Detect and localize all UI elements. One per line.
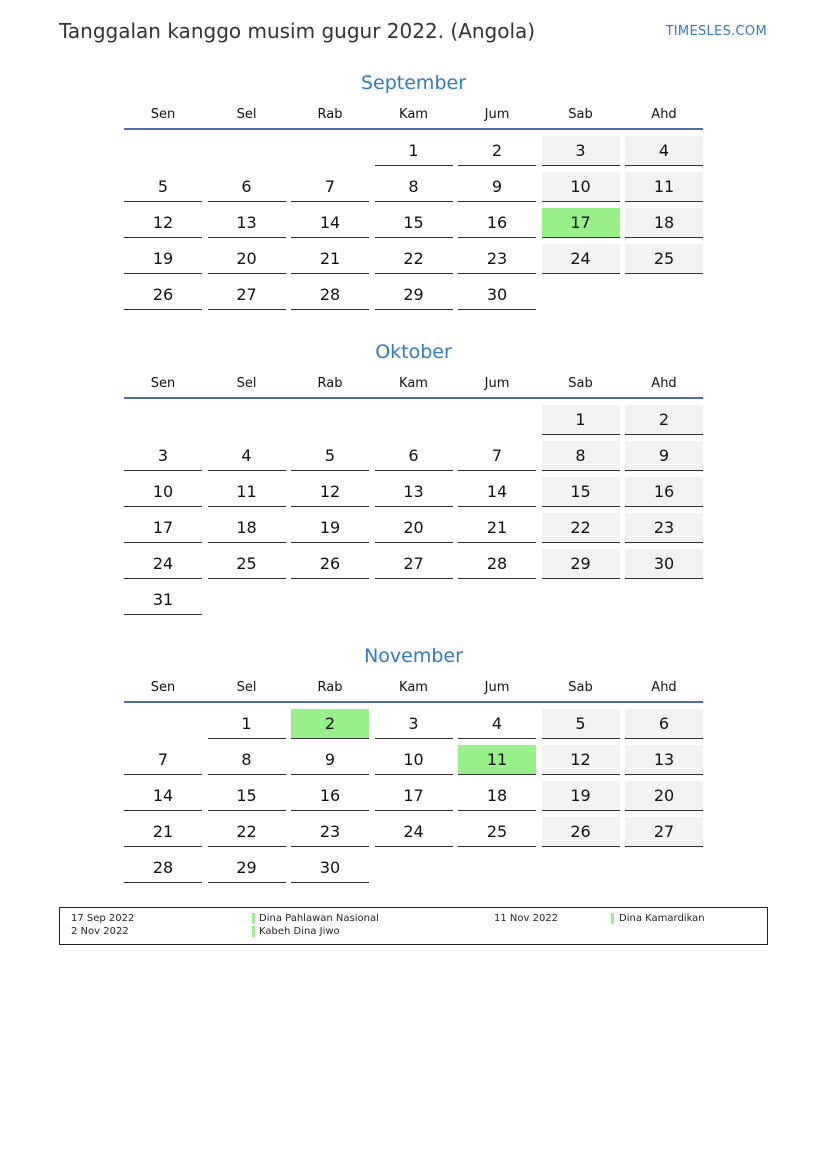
- day-cell: 29: [208, 853, 286, 883]
- month-block-oktober: [124, 337, 703, 615]
- day-cell: 9: [625, 441, 703, 471]
- day-cell: 16: [291, 781, 369, 811]
- site-link[interactable]: TIMESLES.COM: [665, 24, 767, 39]
- day-cell: 10: [375, 745, 453, 775]
- weekday-label: Kam: [399, 376, 428, 391]
- day-cell: 27: [625, 817, 703, 847]
- weekday-label: Sab: [568, 376, 593, 391]
- day-cell: 26: [291, 549, 369, 579]
- day-cell: 22: [542, 513, 620, 543]
- day-cell: 19: [124, 244, 202, 274]
- holiday-day-cell: 11: [458, 745, 536, 775]
- days-grid: [124, 405, 703, 615]
- weekday-label: Jum: [484, 680, 510, 695]
- day-cell: 28: [458, 549, 536, 579]
- legend-holiday-name: Dina Kamardikan: [619, 913, 705, 924]
- day-cell: 30: [458, 280, 536, 310]
- empty-cell: [124, 405, 202, 435]
- day-cell: 15: [542, 477, 620, 507]
- empty-cell: [291, 136, 369, 166]
- weekday-label: Rab: [317, 680, 343, 695]
- page-title: Tanggalan kanggo musim gugur 2022. (Angola): [59, 19, 536, 43]
- weekday-header: [124, 102, 703, 130]
- month-name: Oktober: [375, 341, 452, 363]
- day-cell: 25: [625, 244, 703, 274]
- weekday-label: Sen: [150, 680, 176, 695]
- day-cell: 7: [124, 745, 202, 775]
- day-cell: 20: [375, 513, 453, 543]
- weekday-label: Sen: [150, 376, 176, 391]
- weekday-label: Rab: [317, 107, 343, 122]
- day-cell: 22: [375, 244, 453, 274]
- day-cell: 7: [458, 441, 536, 471]
- weekday-label: Jum: [484, 107, 510, 122]
- legend-date: 17 Sep 2022: [71, 913, 135, 924]
- day-cell: 4: [208, 441, 286, 471]
- day-cell: 5: [291, 441, 369, 471]
- day-cell: 8: [208, 745, 286, 775]
- day-cell: 25: [458, 817, 536, 847]
- empty-cell: [458, 405, 536, 435]
- day-cell: 20: [625, 781, 703, 811]
- day-cell: 30: [625, 549, 703, 579]
- day-cell: 2: [625, 405, 703, 435]
- month-name: September: [360, 72, 467, 94]
- day-cell: 9: [291, 745, 369, 775]
- empty-cell: [291, 405, 369, 435]
- empty-cell: [375, 405, 453, 435]
- day-cell: 22: [208, 817, 286, 847]
- day-cell: 3: [542, 136, 620, 166]
- day-cell: 12: [542, 745, 620, 775]
- weekday-label: Kam: [399, 680, 428, 695]
- day-cell: 2: [458, 136, 536, 166]
- month-block-november: [124, 641, 703, 883]
- weekday-header: [124, 371, 703, 399]
- day-cell: 23: [458, 244, 536, 274]
- day-cell: 13: [375, 477, 453, 507]
- day-cell: 19: [542, 781, 620, 811]
- empty-cell: [124, 709, 202, 739]
- day-cell: 29: [542, 549, 620, 579]
- day-cell: 24: [124, 549, 202, 579]
- empty-cell: [208, 136, 286, 166]
- legend-holiday-name: Dina Pahlawan Nasional: [259, 913, 379, 924]
- day-cell: 27: [208, 280, 286, 310]
- day-cell: 19: [291, 513, 369, 543]
- day-cell: 8: [375, 172, 453, 202]
- day-cell: 29: [375, 280, 453, 310]
- day-cell: 6: [625, 709, 703, 739]
- day-cell: 18: [208, 513, 286, 543]
- legend-color-marker: [611, 913, 614, 924]
- weekday-label: Rab: [317, 376, 343, 391]
- legend-date: 2 Nov 2022: [71, 926, 129, 937]
- holiday-day-cell: 2: [291, 709, 369, 739]
- day-cell: 20: [208, 244, 286, 274]
- day-cell: 12: [124, 208, 202, 238]
- day-cell: 31: [124, 585, 202, 615]
- weekday-label: Kam: [399, 107, 428, 122]
- day-cell: 17: [375, 781, 453, 811]
- weekday-header: [124, 675, 703, 703]
- weekday-label: Sen: [150, 107, 176, 122]
- legend-date: 11 Nov 2022: [494, 913, 559, 924]
- month-name: November: [364, 645, 463, 667]
- day-cell: 14: [458, 477, 536, 507]
- day-cell: 17: [124, 513, 202, 543]
- days-grid: [124, 709, 703, 883]
- legend-color-marker: [252, 926, 255, 937]
- day-cell: 23: [625, 513, 703, 543]
- weekday-label: Sel: [236, 376, 257, 391]
- day-cell: 24: [542, 244, 620, 274]
- day-cell: 28: [291, 280, 369, 310]
- day-cell: 18: [625, 208, 703, 238]
- day-cell: 13: [208, 208, 286, 238]
- day-cell: 15: [375, 208, 453, 238]
- day-cell: 8: [542, 441, 620, 471]
- days-grid: [124, 136, 703, 310]
- day-cell: 3: [124, 441, 202, 471]
- day-cell: 12: [291, 477, 369, 507]
- weekday-label: Sab: [568, 680, 593, 695]
- weekday-label: Sel: [236, 107, 257, 122]
- day-cell: 4: [458, 709, 536, 739]
- day-cell: 6: [208, 172, 286, 202]
- day-cell: 11: [625, 172, 703, 202]
- day-cell: 26: [542, 817, 620, 847]
- day-cell: 18: [458, 781, 536, 811]
- day-cell: 27: [375, 549, 453, 579]
- day-cell: 28: [124, 853, 202, 883]
- day-cell: 24: [375, 817, 453, 847]
- empty-cell: [124, 136, 202, 166]
- day-cell: 5: [542, 709, 620, 739]
- day-cell: 21: [291, 244, 369, 274]
- day-cell: 14: [291, 208, 369, 238]
- holiday-legend: [59, 907, 768, 945]
- day-cell: 21: [458, 513, 536, 543]
- day-cell: 9: [458, 172, 536, 202]
- day-cell: 10: [542, 172, 620, 202]
- day-cell: 7: [291, 172, 369, 202]
- weekday-label: Sel: [236, 680, 257, 695]
- legend-holiday-name: Kabeh Dina Jiwo: [259, 926, 340, 937]
- legend-color-marker: [252, 913, 255, 924]
- day-cell: 5: [124, 172, 202, 202]
- weekday-label: Ahd: [651, 680, 677, 695]
- weekday-label: Ahd: [651, 107, 677, 122]
- day-cell: 21: [124, 817, 202, 847]
- day-cell: 1: [208, 709, 286, 739]
- day-cell: 16: [625, 477, 703, 507]
- day-cell: 1: [542, 405, 620, 435]
- day-cell: 26: [124, 280, 202, 310]
- day-cell: 25: [208, 549, 286, 579]
- holiday-day-cell: 17: [542, 208, 620, 238]
- month-block-september: [124, 68, 703, 310]
- day-cell: 11: [208, 477, 286, 507]
- day-cell: 4: [625, 136, 703, 166]
- day-cell: 3: [375, 709, 453, 739]
- day-cell: 1: [375, 136, 453, 166]
- day-cell: 30: [291, 853, 369, 883]
- day-cell: 10: [124, 477, 202, 507]
- day-cell: 13: [625, 745, 703, 775]
- weekday-label: Jum: [484, 376, 510, 391]
- empty-cell: [208, 405, 286, 435]
- day-cell: 16: [458, 208, 536, 238]
- weekday-label: Ahd: [651, 376, 677, 391]
- weekday-label: Sab: [568, 107, 593, 122]
- day-cell: 23: [291, 817, 369, 847]
- day-cell: 6: [375, 441, 453, 471]
- day-cell: 15: [208, 781, 286, 811]
- day-cell: 14: [124, 781, 202, 811]
